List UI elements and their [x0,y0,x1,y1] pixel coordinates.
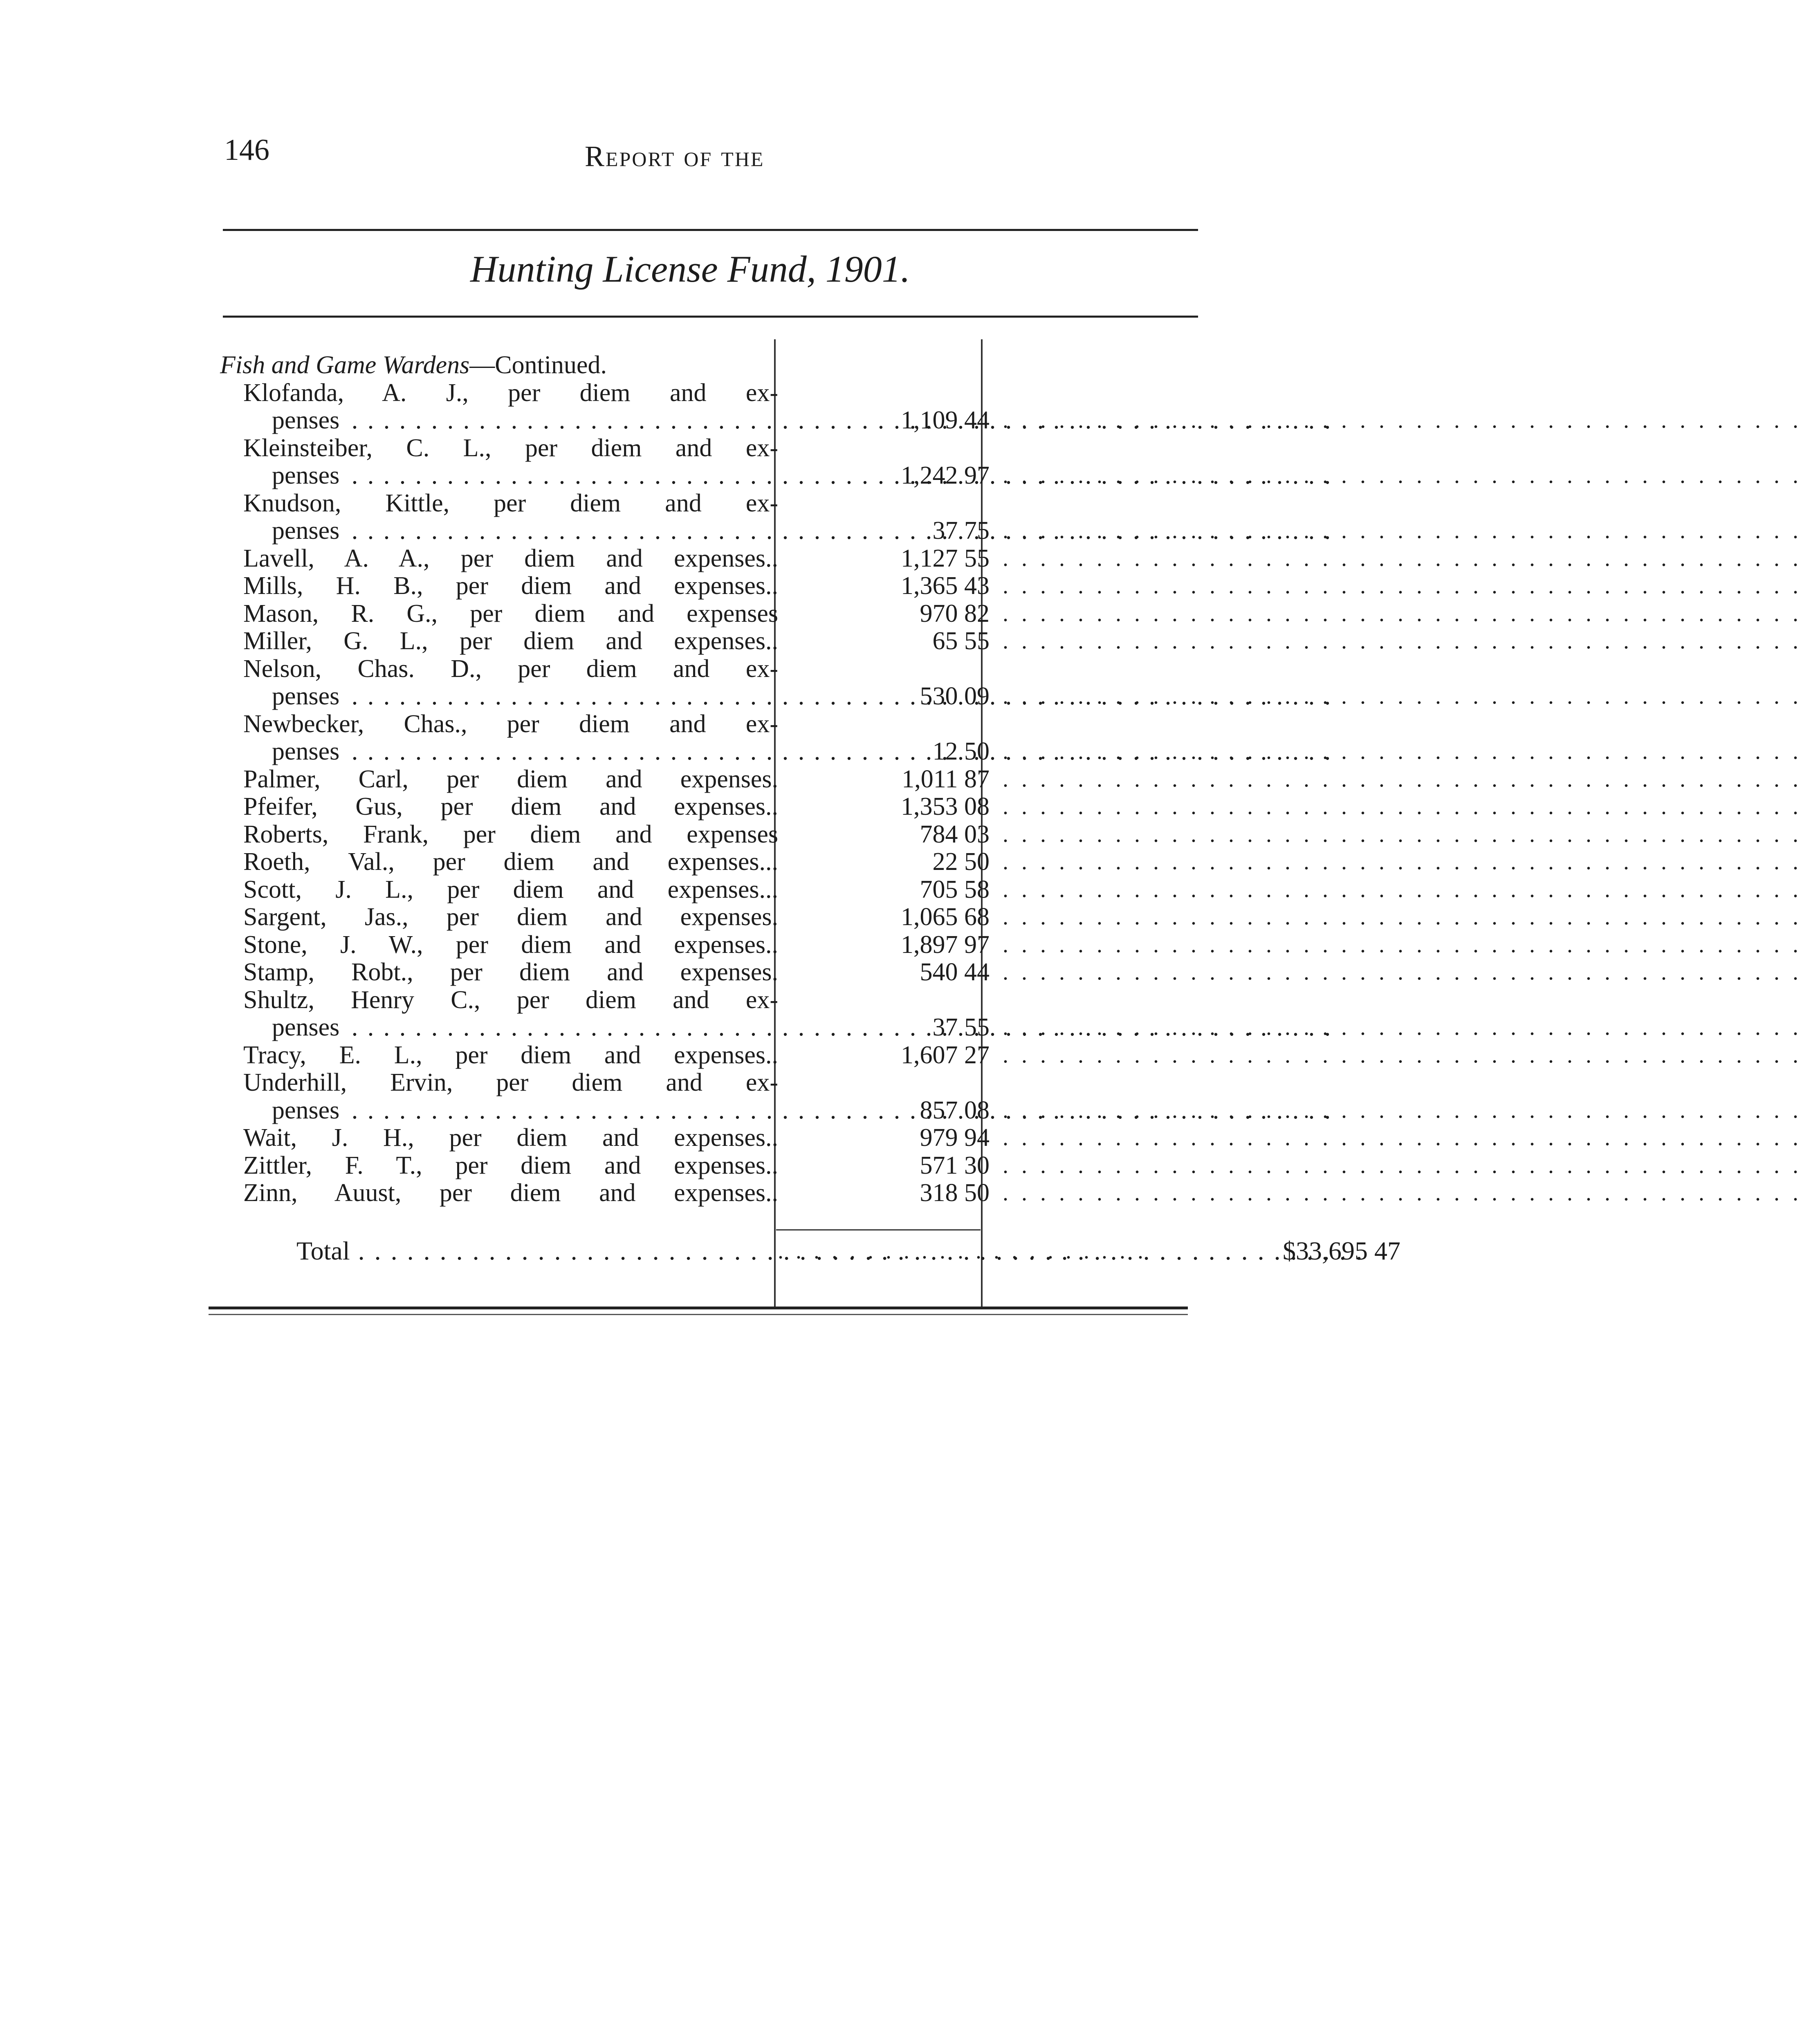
entry-row [213,627,1802,655]
entry-leader-dots: . . . . . . . . . . . . . . . . . . . . . . . . . . . . . . . . . . . . . . . . . . . [1003,573,1802,598]
entry-amount: 530 09 [920,682,990,710]
entry-leader-dots: . . . . . . . . . . . . . . . . . . . . . . . . . . . . . . . . . . . . . . . . . . . [1003,849,1802,874]
entry-row [213,903,1802,931]
entry-leader-dots: . . . . . . . . . . . . . . . . . . . . . . . . . . . . . . . . . . . . . . . . . . . [1003,1015,1802,1040]
section-heading [213,352,778,379]
entry-amount: 1,607 27 [901,1041,990,1069]
section-heading-title: Fish and Game Wardens [220,351,470,379]
title-rule [223,316,1198,318]
entry-name: Mills, H. B., per diem and expenses.. [243,572,778,600]
entry-name: Newbecker, Chas., per diem and ex- [243,710,778,738]
entry-continuation [213,462,778,490]
entry-leader-dots: . . . . . . . . . . . . . . . . . . . . . . . . . . . . . . . . . . . . . . . . . . . [1003,1097,1802,1123]
page-number: 146 [224,133,269,167]
entry-name: Underhill, Ervin, per diem and ex- [243,1069,778,1096]
fund-title: Hunting License Fund, 1901. [470,248,910,290]
entry-name: Mason, R. G., per diem and expenses [243,599,778,628]
entry-row [213,379,1194,407]
entry-name: Roeth, Val., per diem and expenses... [243,848,778,876]
entry-row [213,958,1802,986]
entry-row [213,710,1194,738]
section-heading-suffix: —Continued. [469,351,607,379]
entry-name: Zittler, F. T., per diem and expenses.. [243,1151,778,1179]
entry-continuation [213,517,778,545]
entry-leader-dots: . . . . . . . . . . . . . . . . . . . . . . . . . . . . . . . . . . . . . . . . . . . [1003,1180,1802,1206]
entry-amount: 1,109 44 [901,406,990,434]
entry-row-continuation [213,462,1802,490]
entry-continuation-text: penses [272,1013,343,1041]
entry-leader-dots: . . . . . . . . . . . . . . . . . . . . . . . . . . . . . . . . . . . . . . . . . . . [1003,904,1802,930]
entry-row-continuation [213,682,1802,710]
entry-leader-dots: . . . . . . . . . . . . . . . . . . . . . . . . . . . . . . . . . . . . . . . . . . . [1003,1042,1802,1068]
entry-name: Zinn, Auust, per diem and expenses.. [243,1179,778,1207]
entry-amount: 37 75 [932,517,990,545]
entry-name: Sargent, Jas., per diem and expenses. [243,903,778,931]
entry-continuation [213,407,778,435]
entry-row [213,1124,1802,1152]
entry-row [213,765,1802,793]
entry-name: Miller, G. L., per diem and expenses.. [243,627,778,655]
entry-leader-dots: . . . . . . . . . . . . . . . . . . . . . . . . . . . . . . . . . . . . . . . . . . . [1003,794,1802,819]
entry-amount: 65 55 [932,627,990,655]
entry-name: Knudson, Kittle, per diem and ex- [243,489,778,517]
bottom-rule-secondary [209,1314,1188,1315]
entry-row [213,848,1802,876]
entry-amount: 37 55 [932,1013,990,1041]
entry-amount: 1,127 55 [901,544,990,572]
entry-leader-dots: . . . . . . . . . . . . . . . . . . . . . . . . . . . . . . . . . . . . . . . . . . . [1003,545,1802,571]
entry-name: Tracy, E. L., per diem and expenses.. [243,1041,778,1069]
entry-amount: 784 03 [920,820,990,848]
entry-row [213,599,1802,628]
entry-amount: 1,365 43 [901,572,990,600]
entry-amount: 1,353 08 [901,793,990,820]
entry-continuation [213,1014,778,1042]
entry-row [213,1151,1802,1180]
entry-leader-dots: . . . . . . . . . . . . . . . . . . . . . . . . . . . . . . . . . . . . . . . . . . . [1003,601,1802,626]
ledger-table [213,351,1802,1207]
entry-row [213,655,1194,683]
entry-continuation [213,683,778,710]
entry-row-continuation [213,1096,1802,1125]
entry-amount: 12 50 [932,737,990,765]
entry-amount: 705 58 [920,875,990,903]
entry-amount: 22 50 [932,848,990,876]
entry-leader-dots: . . . . . . . . . . . . . . . . . . . . . . . . . . . . . . . . . . . . . . . . . . . [1003,821,1802,847]
running-head: Report of the [585,140,765,173]
total-row [213,1235,1400,1267]
entry-row [213,930,1802,959]
total-subtotal-rule [776,1229,981,1230]
entry-amount: 1,242 97 [901,462,990,489]
entry-row [213,793,1802,821]
entry-row [213,875,1802,904]
entry-row [213,1069,1194,1097]
entry-row [213,1041,1802,1069]
entry-continuation-text: penses [272,462,343,489]
entry-row [213,572,1802,600]
entry-name: Scott, J. L., per diem and expenses... [243,875,778,903]
entry-amount: 571 30 [920,1151,990,1179]
entry-name: Wait, J. H., per diem and expenses.. [243,1124,778,1152]
entry-name: Kleinsteiber, C. L., per diem and ex- [243,434,778,462]
entry-amount: 1,011 87 [902,765,990,793]
entry-continuation [213,1097,778,1125]
entry-name: Stone, J. W., per diem and expenses.. [243,930,778,959]
total-label-text: Total [296,1236,350,1265]
entry-row [213,435,1194,462]
entry-continuation-text: penses [272,737,343,765]
entry-name: Stamp, Robt., per diem and expenses. [243,958,778,986]
entry-continuation-text: penses [272,517,343,545]
total-leader-dots: . . . . . . . . . . . . . . . . . . . . . [778,1238,1147,1264]
total-label [296,1235,775,1267]
entry-leader-dots: . . . . . . . . . . . . . . . . . . . . . . . . . . . . . . . . . . . . . . . . . . . [1003,628,1802,654]
entry-amount: 1,065 68 [901,903,990,931]
entry-row-continuation [213,406,1802,435]
entry-amount: 979 94 [920,1124,990,1152]
entry-leader-dots: . . . . . . . . . . . . . . . . . . . . . . . . . . . . . . . . . . . . . . . . . . . [1003,518,1802,543]
entry-amount: 1,897 97 [901,930,990,959]
entry-row-continuation [213,737,1802,766]
section-heading-row [213,352,1194,379]
entry-name: Klofanda, A. J., per diem and ex- [243,379,778,407]
entry-leader-dots: . . . . . . . . . . . . . . . . . . . . . . . . . . . . . . . . . . . . . . . . . . . [1003,932,1802,957]
entry-leader-dots: . . . . . . . . . . . . . . . . . . . . . . . . . . . . . . . . . . . . . . . . . . . [1003,766,1802,792]
entry-row [213,820,1802,849]
entry-row-continuation [213,1013,1802,1042]
entry-name: Shultz, Henry C., per diem and ex- [243,986,778,1014]
entry-leader-dots: . . . . . . . . . . . . . . . . . . . . . . . . . . . . . . . . . . . . . . . . . . . [1003,463,1802,488]
total-amount: $33,695 47 [1283,1236,1400,1265]
entry-amount: 970 82 [920,599,990,628]
bottom-rule [209,1307,1188,1309]
entry-row [213,1179,1802,1207]
entry-name: Pfeifer, Gus, per diem and expenses.. [243,793,778,820]
entry-row [213,544,1802,573]
entry-name: Roberts, Frank, per diem and expenses [243,820,778,848]
entry-leader-dots: . . . . . . . . . . . . . . . . . . . . . . . . . . . . . . . . . . . . . . . . . . . [1003,1152,1802,1178]
entry-amount: 318 50 [920,1179,990,1207]
entry-continuation-text: penses [272,406,343,434]
entry-continuation-text: penses [272,682,343,710]
entry-leader-dots: . . . . . . . . . . . . . . . . . . . . . . . . . . . . . . . . . . . . . . . . . . . [1003,959,1802,985]
entry-amount: 857 08 [920,1096,990,1124]
entry-leader-dots: . . . . . . . . . . . . . . . . . . . . . . . . . . . . . . . . . . . . . . . . . . . [1003,684,1802,709]
entry-name: Palmer, Carl, per diem and expenses. [243,765,778,793]
entry-leader-dots: . . . . . . . . . . . . . . . . . . . . . . . . . . . . . . . . . . . . . . . . . . . [1003,408,1802,433]
entry-continuation-text: penses [272,1096,343,1124]
entry-name: Lavell, A. A., per diem and expenses.. [243,544,778,572]
entry-leader-dots: . . . . . . . . . . . . . . . . . . . . . . . . . . . . . . . . . . . . . . . . . . . [1003,876,1802,902]
entry-leader-dots: . . . . . . . . . . . . . . . . . . . . . . . . . . . . . . . . . . . . . . . . . . . [1003,1125,1802,1150]
entry-amount: 540 44 [920,958,990,986]
entry-row-continuation [213,517,1802,545]
entry-row [213,986,1194,1014]
entry-row [213,490,1194,518]
top-rule [223,229,1198,231]
entry-leader-dots: . . . . . . . . . . . . . . . . . . . . . . . . . . . . . . . . . . . . . . . . . . . [1003,739,1802,764]
entry-continuation [213,738,778,766]
entry-name: Nelson, Chas. D., per diem and ex- [243,654,778,683]
